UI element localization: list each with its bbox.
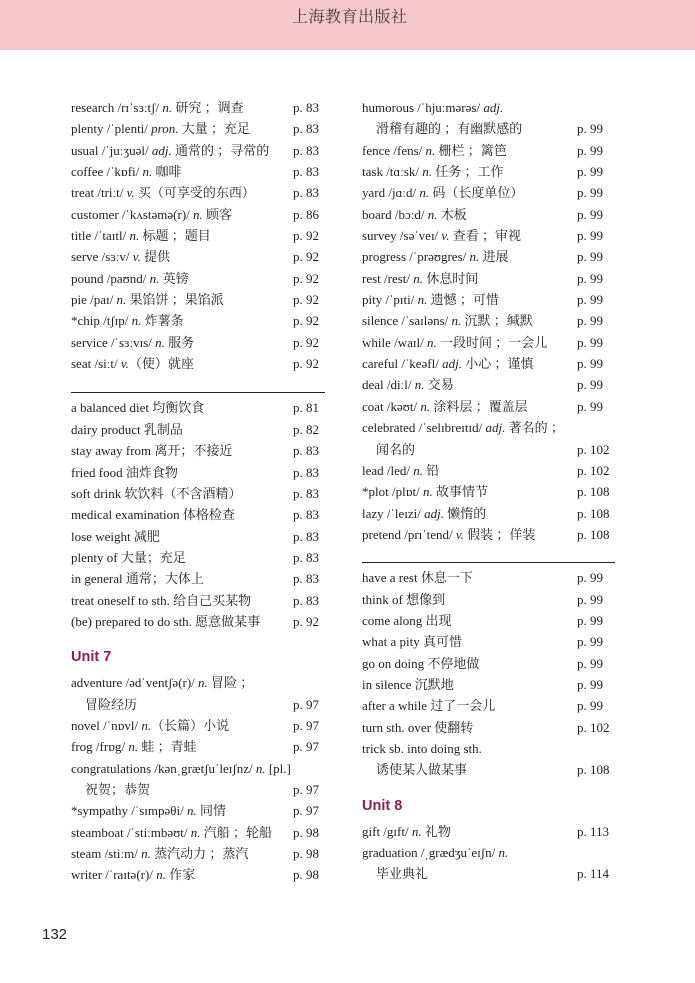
vocab-entry xyxy=(71,462,325,483)
part-of-speech: adj. xyxy=(424,505,444,521)
entry-word: progress /ˈprəʊgres/ xyxy=(362,249,470,265)
vocab-entry xyxy=(71,547,325,568)
vocab-entry xyxy=(362,717,615,738)
chinese-meaning: 木板 xyxy=(437,206,467,222)
entry-word: novel /ˈnɒvl/ xyxy=(71,717,142,733)
vocab-entry xyxy=(362,182,615,203)
entry-word: rest /rest/ xyxy=(362,270,414,286)
chinese-meaning: 服务 xyxy=(164,334,195,350)
page-reference: p. 108 xyxy=(577,526,610,542)
entry-word: lose weight 减肥 xyxy=(71,528,160,544)
vocab-entry xyxy=(362,610,615,631)
vocab-entry xyxy=(362,289,615,310)
part-of-speech: n. xyxy=(162,100,173,115)
vocab-entry xyxy=(71,268,325,289)
entry-word: celebrated /ˈselɪbreɪtɪd/ xyxy=(362,420,486,436)
vocab-entry xyxy=(71,225,325,246)
entry-word: fried food 油炸食物 xyxy=(71,464,178,480)
page-reference: p. 97 xyxy=(293,717,319,733)
section-divider xyxy=(362,562,615,563)
page-reference: p. 92 xyxy=(293,313,319,329)
part-of-speech: n. xyxy=(422,484,433,500)
entry-word: usual /ˈjuːʒuəl/ xyxy=(71,142,152,158)
publisher-name: 上海教育出版社 xyxy=(292,9,408,26)
page-reference: p. 99 xyxy=(577,676,603,692)
page-reference: p. 83 xyxy=(293,528,319,544)
vocab-entry xyxy=(362,332,615,353)
part-of-speech: adj. xyxy=(442,356,462,372)
unit-title: Unit 8 xyxy=(362,797,403,814)
page-reference: p. 99 xyxy=(577,121,603,137)
vocab-entry xyxy=(71,332,325,353)
vocab-entry xyxy=(71,779,325,800)
chinese-meaning: 果馅饼 ；果馅派 xyxy=(126,292,224,308)
page-reference: p. 92 xyxy=(293,228,319,244)
chinese-meaning: 栅栏 ；篱笆 xyxy=(435,142,507,158)
page-reference: p. 99 xyxy=(577,698,603,714)
page-reference: p. 99 xyxy=(577,270,603,286)
page-reference: p. 92 xyxy=(293,249,319,265)
chinese-meaning: 遗憾 ；可惜 xyxy=(427,292,499,308)
page-reference: p. 99 xyxy=(577,228,603,244)
part-of-speech: n. xyxy=(142,164,153,180)
page-reference: p. 102 xyxy=(577,719,610,735)
entry-word: in general 通常；大体上 xyxy=(71,571,204,587)
vocab-entry xyxy=(71,758,325,779)
part-of-speech: n. xyxy=(498,845,509,860)
chinese-meaning: 查看 ；审视 xyxy=(449,228,521,244)
entry-word: graduation /ˌgrædʒuˈeɪʃn/ xyxy=(362,845,499,860)
chinese-meaning: 休息时间 xyxy=(423,270,479,286)
page-reference: p. 102 xyxy=(577,462,610,478)
entry-word: 毕业典礼 xyxy=(376,866,429,882)
chinese-meaning: 任务 ；工作 xyxy=(432,164,504,180)
part-of-speech: n. xyxy=(417,292,428,308)
chinese-meaning: 小心 ；谨慎 xyxy=(462,356,534,372)
part-of-speech: n. xyxy=(149,270,160,286)
vocab-entry xyxy=(362,821,615,842)
part-of-speech: n. xyxy=(413,462,424,478)
part-of-speech: adj. xyxy=(151,142,172,158)
entry-word: humorous /ˈhjuːmərəs/ xyxy=(362,100,484,115)
vocab-entry xyxy=(362,524,615,545)
entry-word: yard /jɑːd/ xyxy=(362,185,420,201)
vocab-entry xyxy=(362,417,615,438)
part-of-speech: n. xyxy=(411,823,422,839)
vocab-entry xyxy=(362,353,615,374)
page-reference: p. 92 xyxy=(293,270,319,286)
page-reference: p. 97 xyxy=(293,803,319,819)
part-of-speech: n. xyxy=(422,164,432,180)
vocab-entry xyxy=(71,736,325,757)
entry-word: customer /ˈkʌstəmə(r)/ xyxy=(71,206,194,222)
page-reference: p. 99 xyxy=(577,249,603,265)
part-of-speech: n. xyxy=(141,846,151,861)
page-reference: p. 99 xyxy=(577,334,603,350)
entry-word: a balanced diet 均衡饮食 xyxy=(71,400,205,416)
chinese-meaning: 交易 xyxy=(424,377,454,393)
page-reference: p. 98 xyxy=(293,867,319,883)
page-reference: p. 99 xyxy=(577,206,603,222)
entry-word: soft drink 软饮料（不含酒精） xyxy=(71,485,242,501)
page-reference: p. 83 xyxy=(293,100,319,115)
chinese-meaning: 研究 ；调查 xyxy=(172,100,244,115)
entry-word: dairy product 乳制品 xyxy=(71,421,183,437)
page-reference: p. 99 xyxy=(577,313,603,329)
part-of-speech: n. xyxy=(198,675,208,691)
vocabulary-column-left xyxy=(71,97,325,886)
page-reference: p. 99 xyxy=(577,185,603,201)
vocab-entry xyxy=(71,694,325,715)
vocab-entry xyxy=(71,419,325,440)
vocab-entry xyxy=(362,653,615,674)
vocab-entry xyxy=(71,822,325,843)
vocab-entry xyxy=(71,182,325,203)
page-reference: p. 83 xyxy=(293,549,319,565)
page-reference: p. 92 xyxy=(293,613,319,629)
entry-word: *chip /tʃɪp/ xyxy=(71,313,132,329)
page-reference: p. 99 xyxy=(577,634,603,650)
page-reference: p. 97 xyxy=(293,739,319,755)
entry-word: title /ˈtaɪtl/ xyxy=(71,228,130,244)
page-reference: p. 83 xyxy=(293,507,319,523)
entry-word: steamboat /ˈstiːmbəʊt/ xyxy=(71,824,191,840)
page-reference: p. 83 xyxy=(293,571,319,587)
page-reference: p. 99 xyxy=(577,164,603,180)
chinese-meaning: 买（可享受的东西） xyxy=(134,185,255,201)
page-reference: p. 82 xyxy=(293,421,319,437)
chinese-meaning: （长篇）小说 xyxy=(151,717,230,733)
vocab-entry xyxy=(71,118,325,139)
part-of-speech: adj. xyxy=(483,100,504,115)
page-reference: p. 99 xyxy=(577,570,603,586)
entry-word: while /waɪl/ xyxy=(362,334,427,350)
page-reference: p. 86 xyxy=(293,206,319,222)
section-divider xyxy=(71,392,325,393)
entry-word: coat /kəʊt/ xyxy=(362,398,421,414)
chinese-meaning: 标题 ；题目 xyxy=(139,228,211,244)
vocab-entry xyxy=(71,310,325,331)
entry-word: *sympathy /ˈsɪmpəθi/ xyxy=(71,803,187,819)
entry-word: fence /fens/ xyxy=(362,142,426,158)
entry-word: coffee /ˈkɒfi/ xyxy=(71,164,143,180)
entry-word: go on doing 不停地做 xyxy=(362,655,480,671)
entry-word: service /ˈsɜːvɪs/ xyxy=(71,334,156,350)
chinese-meaning: 大量 ；充足 xyxy=(178,121,250,137)
part-of-speech: n. xyxy=(425,142,436,158)
page-reference: p. 108 xyxy=(577,484,610,500)
part-of-speech: n. xyxy=(414,377,425,393)
part-of-speech: n. xyxy=(141,717,152,733)
vocab-entry xyxy=(362,439,615,460)
part-of-speech: n. xyxy=(129,228,140,244)
vocab-entry xyxy=(71,483,325,504)
part-of-speech: n. xyxy=(193,206,203,222)
part-of-speech: v. xyxy=(126,185,135,201)
page-reference: p. 102 xyxy=(577,441,610,457)
part-of-speech: n. xyxy=(427,206,438,222)
entry-word: research /rɪˈsɜːtʃ/ xyxy=(71,100,163,115)
part-of-speech: v. xyxy=(455,526,464,542)
entry-word: lead /led/ xyxy=(362,462,414,478)
vocab-entry xyxy=(71,611,325,632)
chinese-meaning: 码（长度单位） xyxy=(429,185,524,201)
part-of-speech: n. xyxy=(420,398,431,414)
entry-word: *plot /plɒt/ xyxy=(362,484,423,500)
page-reference: p. 99 xyxy=(577,356,603,372)
vocab-entry xyxy=(362,695,615,716)
chinese-meaning: 一段时间 ；一会儿 xyxy=(436,334,548,350)
vocab-entry xyxy=(362,396,615,417)
entry-word: trick sb. into doing sth. xyxy=(362,740,482,756)
entry-word: plenty of 大量；充足 xyxy=(71,549,186,565)
vocab-entry xyxy=(71,843,325,864)
page-reference: p. 97 xyxy=(293,781,319,797)
vocab-entry xyxy=(362,460,615,481)
vocab-entry xyxy=(362,204,615,225)
vocab-entry xyxy=(71,440,325,461)
part-of-speech: n. xyxy=(419,185,430,201)
unit-heading xyxy=(362,781,615,821)
vocab-entry xyxy=(71,246,325,267)
entry-word: 祝贺；恭贺 xyxy=(85,781,151,797)
part-of-speech: n. xyxy=(131,313,142,329)
vocab-entry xyxy=(362,503,615,524)
chinese-meaning: 炸薯条 xyxy=(141,313,184,329)
page-reference: p. 99 xyxy=(577,398,603,414)
entry-word: (be) prepared to do sth. 愿意做某事 xyxy=(71,613,261,629)
page-reference: p. 83 xyxy=(293,464,319,480)
header-bar xyxy=(0,0,695,50)
chinese-meaning: 汽船 ；轮船 xyxy=(200,824,273,840)
entry-word: frog /frɒg/ xyxy=(71,739,129,755)
entry-word: careful /ˈkeəfl/ xyxy=(362,356,443,372)
vocab-entry xyxy=(362,589,615,610)
entry-word: task /tɑːsk/ xyxy=(362,164,423,180)
page-reference: p. 83 xyxy=(293,164,319,180)
part-of-speech: n. xyxy=(427,334,437,350)
entry-word: turn sth. over 使翻转 xyxy=(362,719,474,735)
vocab-entry xyxy=(71,353,325,374)
entry-word: come along 出现 xyxy=(362,612,452,628)
entry-word: 诱使某人做某事 xyxy=(376,762,468,778)
vocab-entry xyxy=(71,504,325,525)
page-number: 132 xyxy=(42,926,68,943)
vocab-entry xyxy=(362,631,615,652)
vocab-entry xyxy=(362,842,615,863)
chinese-meaning: 顾客 xyxy=(202,206,233,222)
vocab-entry xyxy=(71,864,325,885)
page-reference: p. 99 xyxy=(577,612,603,628)
entry-word: in silence 沉默地 xyxy=(362,676,454,692)
part-of-speech: v. xyxy=(120,356,129,372)
entry-word: 滑稽有趣的 ；有幽默感的 xyxy=(376,121,523,137)
vocab-entry xyxy=(362,759,615,780)
page-reference: p. 81 xyxy=(293,400,319,416)
chinese-meaning: （使）就座 xyxy=(128,356,194,372)
entry-word: think of 想像到 xyxy=(362,591,446,607)
vocab-entry xyxy=(71,526,325,547)
page-reference: p. 83 xyxy=(293,185,319,201)
vocab-entry xyxy=(362,118,615,139)
entry-word: gift /gɪft/ xyxy=(362,823,412,839)
entry-word: treat oneself to sth. 给自己买某物 xyxy=(71,592,252,608)
entry-word: treat /triːt/ xyxy=(71,185,127,201)
entry-word: lazy /ˈleɪzi/ xyxy=(362,505,425,521)
entry-word: steam /stiːm/ xyxy=(71,846,142,861)
chinese-meaning: 冒险 ； xyxy=(207,675,254,691)
entry-word: survey /səˈveɪ/ xyxy=(362,228,442,244)
vocab-entry xyxy=(71,672,325,693)
page-reference: p. 92 xyxy=(293,292,319,308)
unit-title: Unit 7 xyxy=(71,649,112,666)
entry-word: pie /paɪ/ xyxy=(71,292,117,308)
vocab-entry xyxy=(71,590,325,611)
chinese-meaning: 假装 ；佯装 xyxy=(463,526,536,542)
entry-word: after a while 过了一会儿 xyxy=(362,698,496,714)
page-reference: p. 83 xyxy=(293,485,319,501)
chinese-meaning: 提供 xyxy=(140,249,171,265)
unit-heading xyxy=(71,632,325,672)
chinese-meaning: 进展 xyxy=(479,249,509,265)
page-reference: p. 113 xyxy=(577,823,610,839)
part-of-speech: n. xyxy=(190,824,201,840)
entry-word: deal /diːl/ xyxy=(362,377,415,393)
part-of-speech: n. xyxy=(156,867,166,883)
vocab-entry xyxy=(362,225,615,246)
vocab-entry xyxy=(362,268,615,289)
vocab-entry xyxy=(362,140,615,161)
part-of-speech: n. xyxy=(155,334,165,350)
vocab-entry xyxy=(71,397,325,418)
chinese-meaning: 蛙 ；青蛙 xyxy=(138,739,197,755)
entry-word: congratulations /kənˌgrætʃuˈleɪʃnz/ xyxy=(71,760,256,776)
chinese-meaning: 通常的 ；寻常的 xyxy=(171,142,270,158)
page-reference: p. 108 xyxy=(577,505,610,521)
part-of-speech: v. xyxy=(132,249,141,265)
page-reference: p. 83 xyxy=(293,142,319,158)
chinese-meaning: 作家 xyxy=(165,867,196,883)
vocab-entry xyxy=(362,481,615,502)
vocab-entry xyxy=(362,374,615,395)
part-of-speech: n. xyxy=(413,270,424,286)
page-reference: p. 98 xyxy=(293,846,319,861)
page-reference: p. 108 xyxy=(577,762,610,778)
page-reference: p. 99 xyxy=(577,591,603,607)
vocab-entry xyxy=(362,863,615,884)
part-of-speech: n. xyxy=(469,249,480,265)
part-of-speech: n. xyxy=(451,313,462,329)
page-reference: p. 98 xyxy=(293,824,319,840)
vocab-entry xyxy=(71,715,325,736)
vocab-entry xyxy=(71,97,325,118)
vocab-entry xyxy=(71,204,325,225)
vocab-entry xyxy=(71,289,325,310)
part-of-speech: n. xyxy=(187,803,197,819)
chinese-meaning: 礼物 xyxy=(421,823,451,839)
page-reference: p. 83 xyxy=(293,121,319,137)
vocab-entry xyxy=(71,800,325,821)
page-reference: p. 83 xyxy=(293,443,319,459)
entry-word: pretend /prɪˈtend/ xyxy=(362,526,456,542)
vocab-entry xyxy=(362,246,615,267)
page-reference: p. 97 xyxy=(293,696,319,712)
vocab-entry xyxy=(362,97,615,118)
part-of-speech: v. xyxy=(441,228,450,244)
vocab-entry xyxy=(71,140,325,161)
page-reference: p. 92 xyxy=(293,334,319,350)
page-reference: p. 83 xyxy=(293,592,319,608)
chinese-meaning: 沉默 ；缄默 xyxy=(461,313,533,329)
chinese-meaning: 蒸汽动力 ；蒸汽 xyxy=(150,846,249,861)
chinese-meaning: 涂料层 ；覆盖层 xyxy=(430,398,528,414)
page-reference: p. 99 xyxy=(577,655,603,671)
entry-word: medical examination 体格检查 xyxy=(71,507,235,523)
vocab-entry xyxy=(362,310,615,331)
chinese-meaning: 咖啡 xyxy=(152,164,182,180)
page-reference: p. 99 xyxy=(577,377,603,393)
page-reference: p. 99 xyxy=(577,292,603,308)
chinese-meaning: 著名的 ； xyxy=(505,420,564,436)
entry-word: 闻名的 xyxy=(376,441,416,457)
vocab-entry xyxy=(362,567,615,588)
chinese-meaning: 故事情节 xyxy=(432,484,488,500)
entry-word: board /bɔːd/ xyxy=(362,206,428,222)
page-reference: p. 114 xyxy=(577,866,610,882)
chinese-meaning: [pl.] xyxy=(265,760,291,776)
part-of-speech: adj. xyxy=(485,420,506,436)
entry-word: pound /paʊnd/ xyxy=(71,270,150,286)
vocab-entry xyxy=(362,674,615,695)
entry-word: 冒险经历 xyxy=(85,696,138,712)
chinese-meaning: 懒惰的 xyxy=(443,505,487,521)
entry-word: what a pity 真可惜 xyxy=(362,634,463,650)
entry-word: pity /ˈpɪti/ xyxy=(362,292,418,308)
entry-word: seat /siːt/ xyxy=(71,356,121,372)
page-reference: p. 99 xyxy=(577,142,603,158)
page-reference: p. 92 xyxy=(293,356,319,372)
vocab-entry xyxy=(362,161,615,182)
chinese-meaning: 铅 xyxy=(423,462,440,478)
part-of-speech: n. xyxy=(116,292,127,308)
entry-word: stay away from 离开；不接近 xyxy=(71,443,233,459)
part-of-speech: n. xyxy=(255,760,266,776)
vocab-entry xyxy=(362,738,615,759)
entry-word: writer /ˈraɪtə(r)/ xyxy=(71,867,157,883)
entry-word: plenty /ˈplenti/ xyxy=(71,121,152,137)
entry-word: adventure /ədˈventʃə(r)/ xyxy=(71,675,199,691)
entry-word: serve /sɜːv/ xyxy=(71,249,133,265)
chinese-meaning: 英镑 xyxy=(159,270,189,286)
entry-word: have a rest 休息一下 xyxy=(362,570,473,586)
chinese-meaning: 同情 xyxy=(196,803,227,819)
part-of-speech: pron. xyxy=(151,121,179,137)
part-of-speech: n. xyxy=(128,739,139,755)
entry-word: silence /ˈsaɪləns/ xyxy=(362,313,452,329)
vocab-entry xyxy=(71,568,325,589)
vocab-entry xyxy=(71,161,325,182)
vocabulary-column-right xyxy=(362,97,615,885)
